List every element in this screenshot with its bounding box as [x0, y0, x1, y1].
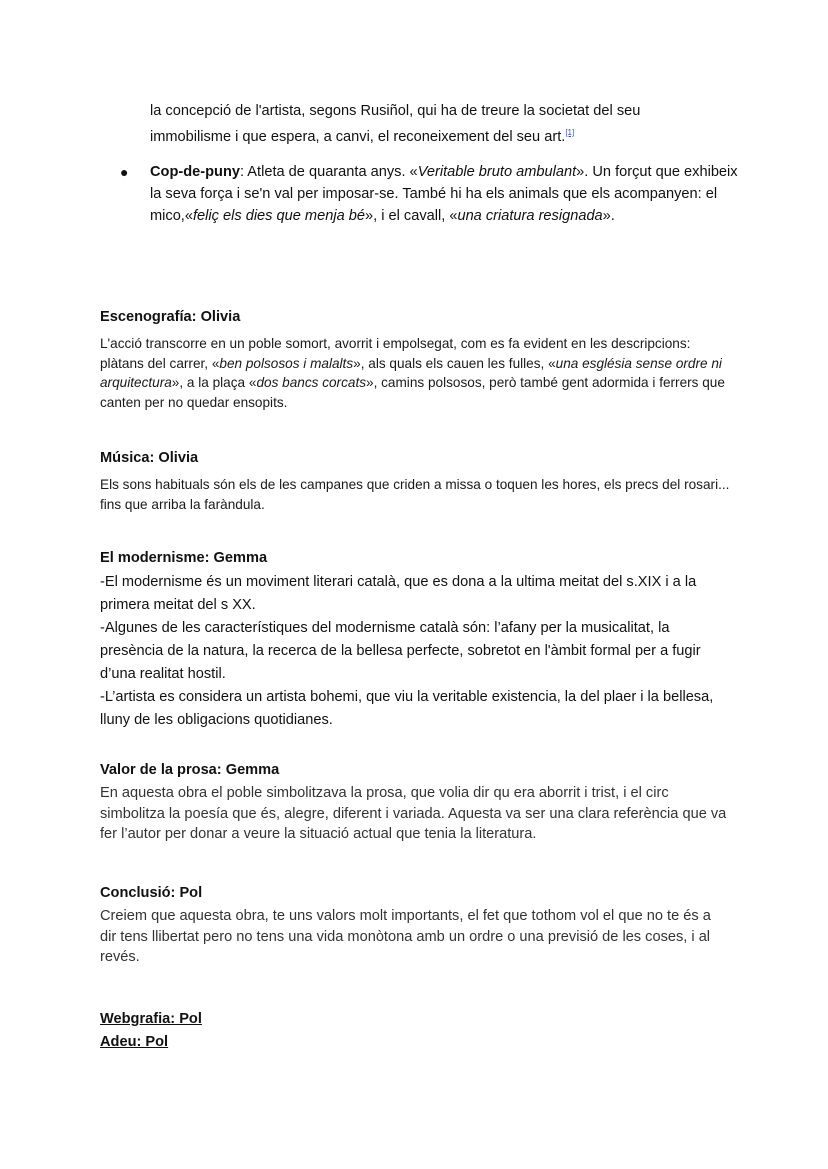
section-title: Conclusió: Pol	[100, 885, 203, 901]
bullet-item	[120, 161, 740, 253]
continuation-paragraph	[150, 100, 740, 148]
section-body: En aquesta obra el poble simbolitzava la prosa, que volia dir qu era aborrit i trist, i el circ simbolitza la poesía que és, alegre, diferent i variada. Aquesta va ser una clara referència que va fer l’autor per donar a veure la situació actual que tenia la literatura.	[100, 785, 727, 842]
section-body	[100, 571, 730, 732]
bullet-icon: ●	[120, 164, 129, 180]
section-escenografia	[100, 307, 730, 412]
section-title: Escenografía: Olivia	[100, 309, 241, 325]
continuation-line-2: immobilisme i que espera, a canvi, el reconeixement del seu art.[1]	[150, 128, 575, 145]
section-body: L'acció transcorre en un poble somort, avorrit i empolsegat, com es fa evident en les descripcions: plàtans del carrer, «ben polsosos i malalts», als quals els cauen les fulles, «una església sense ordre ni arquitectura», a la plaça «dos bancs corcats», camins polsosos, però també gent adormida i ferrers que canten per no quedar ensopits.	[100, 336, 725, 410]
section-title: El modernisme: Gemma	[100, 550, 268, 566]
paragraph: -L’artista es considera un artista bohemi, que viu la veritable existencia, la del plaer i la bellesa, lluny de les obligacions quotidianes.	[100, 689, 714, 728]
section-body: Els sons habituals són els de les campanes que criden a missa o toquen les hores, els precs del rosari... fins que arriba la faràndula.	[100, 477, 730, 512]
character-name: Cop-de-puny	[150, 164, 240, 180]
section-modernisme	[100, 548, 730, 732]
section-prosa	[100, 760, 730, 845]
webgrafia-link[interactable]: Webgrafia: Pol	[100, 1011, 202, 1027]
section-musica	[100, 448, 730, 514]
closing-links	[100, 1009, 730, 1052]
paragraph: -El modernisme és un moviment literari català, que es dona a la ultima meitat del s.XIX i a la primera meitat del s XX.	[100, 574, 697, 613]
continuation-line-1: la concepció de l'artista, segons Rusiñol, qui ha de treure la societat del seu	[150, 103, 641, 119]
bullet-text: Cop-de-puny: Atleta de quaranta anys. «Veritable bruto ambulant». Un forçut que exhibeix la seva força i se'n val per imposar-se. També hi ha els animals que els acompanyen: el mico,«feliç els dies que menja bé», i el cavall, «una criatura resignada».	[150, 164, 738, 224]
adeu-link[interactable]: Adeu: Pol	[100, 1034, 169, 1050]
section-body: Creiem que aquesta obra, te uns valors molt importants, el fet que tothom vol el que no te és a dir tens llibertat pero no tens una vida monòtona amb un ordre o una previsió de les coses, i al revés.	[100, 908, 711, 965]
section-conclusio	[100, 883, 730, 968]
footnote-link[interactable]: [1]	[565, 128, 575, 137]
paragraph: -Algunes de les característiques del modernisme català són: l’afany per la musicalitat, la presència de la natura, la recerca de la bellesa perfecte, sobretot en l'àmbit formal per a fugir d’una realitat hostil.	[100, 620, 701, 682]
section-title: Música: Olivia	[100, 450, 199, 466]
section-title: Valor de la prosa: Gemma	[100, 762, 280, 778]
